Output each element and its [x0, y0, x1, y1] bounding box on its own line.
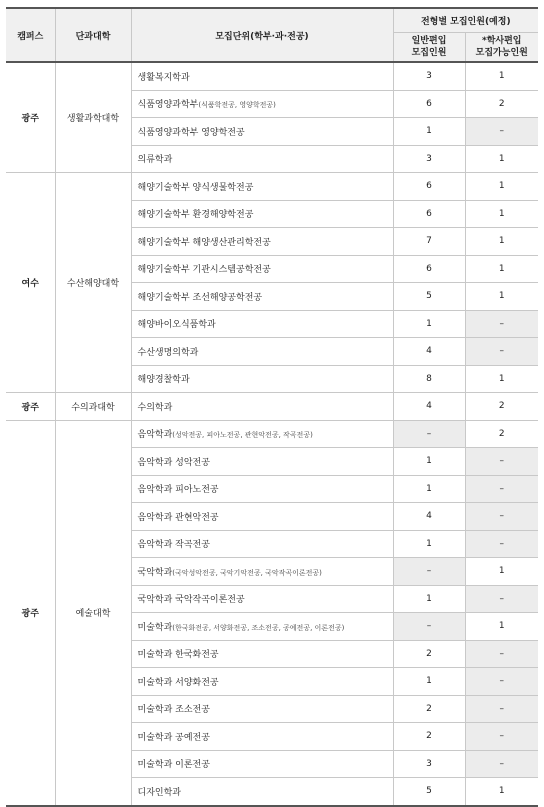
unit-detail: (국악성악전공, 국악기악전공, 국악작곡이론전공) — [172, 568, 322, 577]
college-cell: 예술대학 — [55, 420, 131, 806]
unit-name: 음악학과 관현악전공 — [137, 512, 219, 523]
bachelor-count-cell: – — [465, 668, 538, 696]
bachelor-count-cell: – — [465, 503, 538, 531]
bachelor-count-cell: 1 — [465, 613, 538, 641]
table-header — [6, 8, 538, 62]
unit-name: 해양기술학부 환경해양학전공 — [137, 210, 254, 221]
general-count-cell: 2 — [393, 640, 465, 668]
general-count-cell: 6 — [393, 200, 465, 228]
table-row — [6, 393, 538, 421]
unit-cell — [131, 393, 393, 421]
unit-name: 미술학과 한국화전공 — [137, 650, 219, 661]
unit-name: 식품영양과학부 — [137, 100, 199, 111]
unit-cell — [131, 365, 393, 393]
header-general-line2: 모집인원 — [411, 48, 447, 58]
unit-name: 음악학과 피아노전공 — [137, 485, 219, 496]
header-quota: 전형별 모집인원(예정) — [393, 8, 538, 33]
unit-detail: (성악전공, 피아노전공, 관현악전공, 작곡전공) — [172, 431, 313, 440]
general-count-cell: 1 — [393, 475, 465, 503]
unit-name: 의류학과 — [137, 155, 173, 166]
general-count-cell: 7 — [393, 228, 465, 256]
unit-name: 음악학과 작곡전공 — [137, 540, 210, 551]
unit-cell — [131, 90, 393, 118]
bachelor-count-cell: 1 — [465, 778, 538, 806]
unit-name: 디자인학과 — [137, 787, 181, 798]
header-bachelor — [465, 33, 538, 63]
header-general-line1: 일반편입 — [411, 36, 447, 46]
bachelor-count-cell: 1 — [465, 255, 538, 283]
campus-cell: 광주 — [6, 393, 55, 421]
bachelor-count-cell: – — [465, 695, 538, 723]
table-row — [6, 420, 538, 448]
unit-name: 해양기술학부 기관시스템공학전공 — [137, 265, 271, 276]
unit-cell — [131, 723, 393, 751]
bachelor-count-cell: – — [465, 585, 538, 613]
unit-cell — [131, 255, 393, 283]
unit-cell — [131, 613, 393, 641]
unit-cell — [131, 778, 393, 806]
bachelor-count-cell: – — [465, 448, 538, 476]
unit-name: 국악학과 — [137, 567, 173, 578]
general-count-cell: 5 — [393, 283, 465, 311]
general-count-cell: 8 — [393, 365, 465, 393]
admissions-table — [6, 7, 538, 807]
unit-cell — [131, 200, 393, 228]
general-count-cell: 1 — [393, 668, 465, 696]
unit-cell — [131, 118, 393, 146]
table-row — [6, 173, 538, 201]
unit-name: 해양바이오식품학과 — [137, 320, 216, 331]
general-count-cell: 1 — [393, 310, 465, 338]
unit-name: 미술학과 — [137, 622, 173, 633]
bachelor-count-cell: 1 — [465, 145, 538, 173]
unit-name: 생활복지학과 — [137, 72, 190, 83]
table-body — [6, 62, 538, 806]
header-general — [393, 33, 465, 63]
unit-name: 해양경찰학과 — [137, 375, 190, 386]
bachelor-count-cell: 1 — [465, 283, 538, 311]
unit-name: 미술학과 조소전공 — [137, 705, 210, 716]
unit-name: 미술학과 서양화전공 — [137, 677, 219, 688]
bachelor-count-cell: – — [465, 475, 538, 503]
general-count-cell: 1 — [393, 585, 465, 613]
unit-name: 해양기술학부 해양생산관리학전공 — [137, 237, 271, 248]
campus-cell: 여수 — [6, 173, 55, 393]
unit-cell — [131, 695, 393, 723]
bachelor-count-cell: – — [465, 750, 538, 778]
bachelor-count-cell: 1 — [465, 62, 538, 90]
bachelor-count-cell: – — [465, 723, 538, 751]
unit-cell — [131, 420, 393, 448]
unit-name: 음악학과 성악전공 — [137, 457, 210, 468]
unit-detail: (한국화전공, 서양화전공, 조소전공, 공예전공, 이론전공) — [172, 623, 345, 632]
unit-name: 미술학과 이론전공 — [137, 760, 210, 771]
general-count-cell: 4 — [393, 503, 465, 531]
unit-name: 수산생명의학과 — [137, 347, 199, 358]
bachelor-count-cell: – — [465, 640, 538, 668]
bachelor-count-cell: 1 — [465, 200, 538, 228]
unit-name: 미술학과 공예전공 — [137, 732, 210, 743]
bachelor-count-cell: 2 — [465, 420, 538, 448]
general-count-cell: 1 — [393, 530, 465, 558]
unit-name: 수의학과 — [137, 402, 173, 413]
header-unit: 모집단위(학부·과·전공) — [131, 8, 393, 62]
general-count-cell: 3 — [393, 145, 465, 173]
general-count-cell: 3 — [393, 62, 465, 90]
campus-cell: 광주 — [6, 62, 55, 173]
bachelor-count-cell: 1 — [465, 173, 538, 201]
unit-cell — [131, 558, 393, 586]
bachelor-count-cell: 2 — [465, 90, 538, 118]
general-count-cell: – — [393, 613, 465, 641]
campus-cell: 광주 — [6, 420, 55, 806]
unit-detail: (식품학전공, 영양학전공) — [198, 101, 276, 110]
general-count-cell: 1 — [393, 118, 465, 146]
bachelor-count-cell: 1 — [465, 558, 538, 586]
bachelor-count-cell: – — [465, 310, 538, 338]
unit-name: 음악학과 — [137, 430, 173, 441]
general-count-cell: 6 — [393, 90, 465, 118]
college-cell: 수산해양대학 — [55, 173, 131, 393]
unit-name: 식품영양과학부 영양학전공 — [137, 127, 245, 138]
unit-cell — [131, 640, 393, 668]
general-count-cell: 6 — [393, 255, 465, 283]
general-count-cell: – — [393, 420, 465, 448]
unit-cell — [131, 228, 393, 256]
bachelor-count-cell: 2 — [465, 393, 538, 421]
general-count-cell: – — [393, 558, 465, 586]
bachelor-count-cell: – — [465, 530, 538, 558]
header-campus: 캠퍼스 — [6, 8, 55, 62]
college-cell: 생활과학대학 — [55, 62, 131, 173]
unit-name: 국악학과 국악작곡이론전공 — [137, 595, 245, 606]
general-count-cell: 6 — [393, 173, 465, 201]
unit-cell — [131, 145, 393, 173]
unit-cell — [131, 668, 393, 696]
unit-cell — [131, 750, 393, 778]
bachelor-count-cell: – — [465, 338, 538, 366]
unit-cell — [131, 530, 393, 558]
table-row — [6, 62, 538, 90]
unit-cell — [131, 310, 393, 338]
general-count-cell: 2 — [393, 695, 465, 723]
unit-name: 해양기술학부 조선해양공학전공 — [137, 292, 263, 303]
bachelor-count-cell: 1 — [465, 365, 538, 393]
unit-cell — [131, 173, 393, 201]
header-bachelor-line2: 모집가능인원 — [475, 48, 528, 58]
unit-cell — [131, 503, 393, 531]
unit-cell — [131, 475, 393, 503]
header-bachelor-line1: *학사편입 — [482, 36, 522, 46]
unit-cell — [131, 283, 393, 311]
general-count-cell: 5 — [393, 778, 465, 806]
general-count-cell: 1 — [393, 448, 465, 476]
general-count-cell: 2 — [393, 723, 465, 751]
general-count-cell: 4 — [393, 338, 465, 366]
college-cell: 수의과대학 — [55, 393, 131, 421]
unit-cell — [131, 448, 393, 476]
general-count-cell: 3 — [393, 750, 465, 778]
unit-cell — [131, 338, 393, 366]
unit-cell — [131, 585, 393, 613]
unit-cell — [131, 62, 393, 90]
header-college: 단과대학 — [55, 8, 131, 62]
bachelor-count-cell: 1 — [465, 228, 538, 256]
unit-name: 해양기술학부 양식생물학전공 — [137, 182, 254, 193]
general-count-cell: 4 — [393, 393, 465, 421]
bachelor-count-cell: – — [465, 118, 538, 146]
